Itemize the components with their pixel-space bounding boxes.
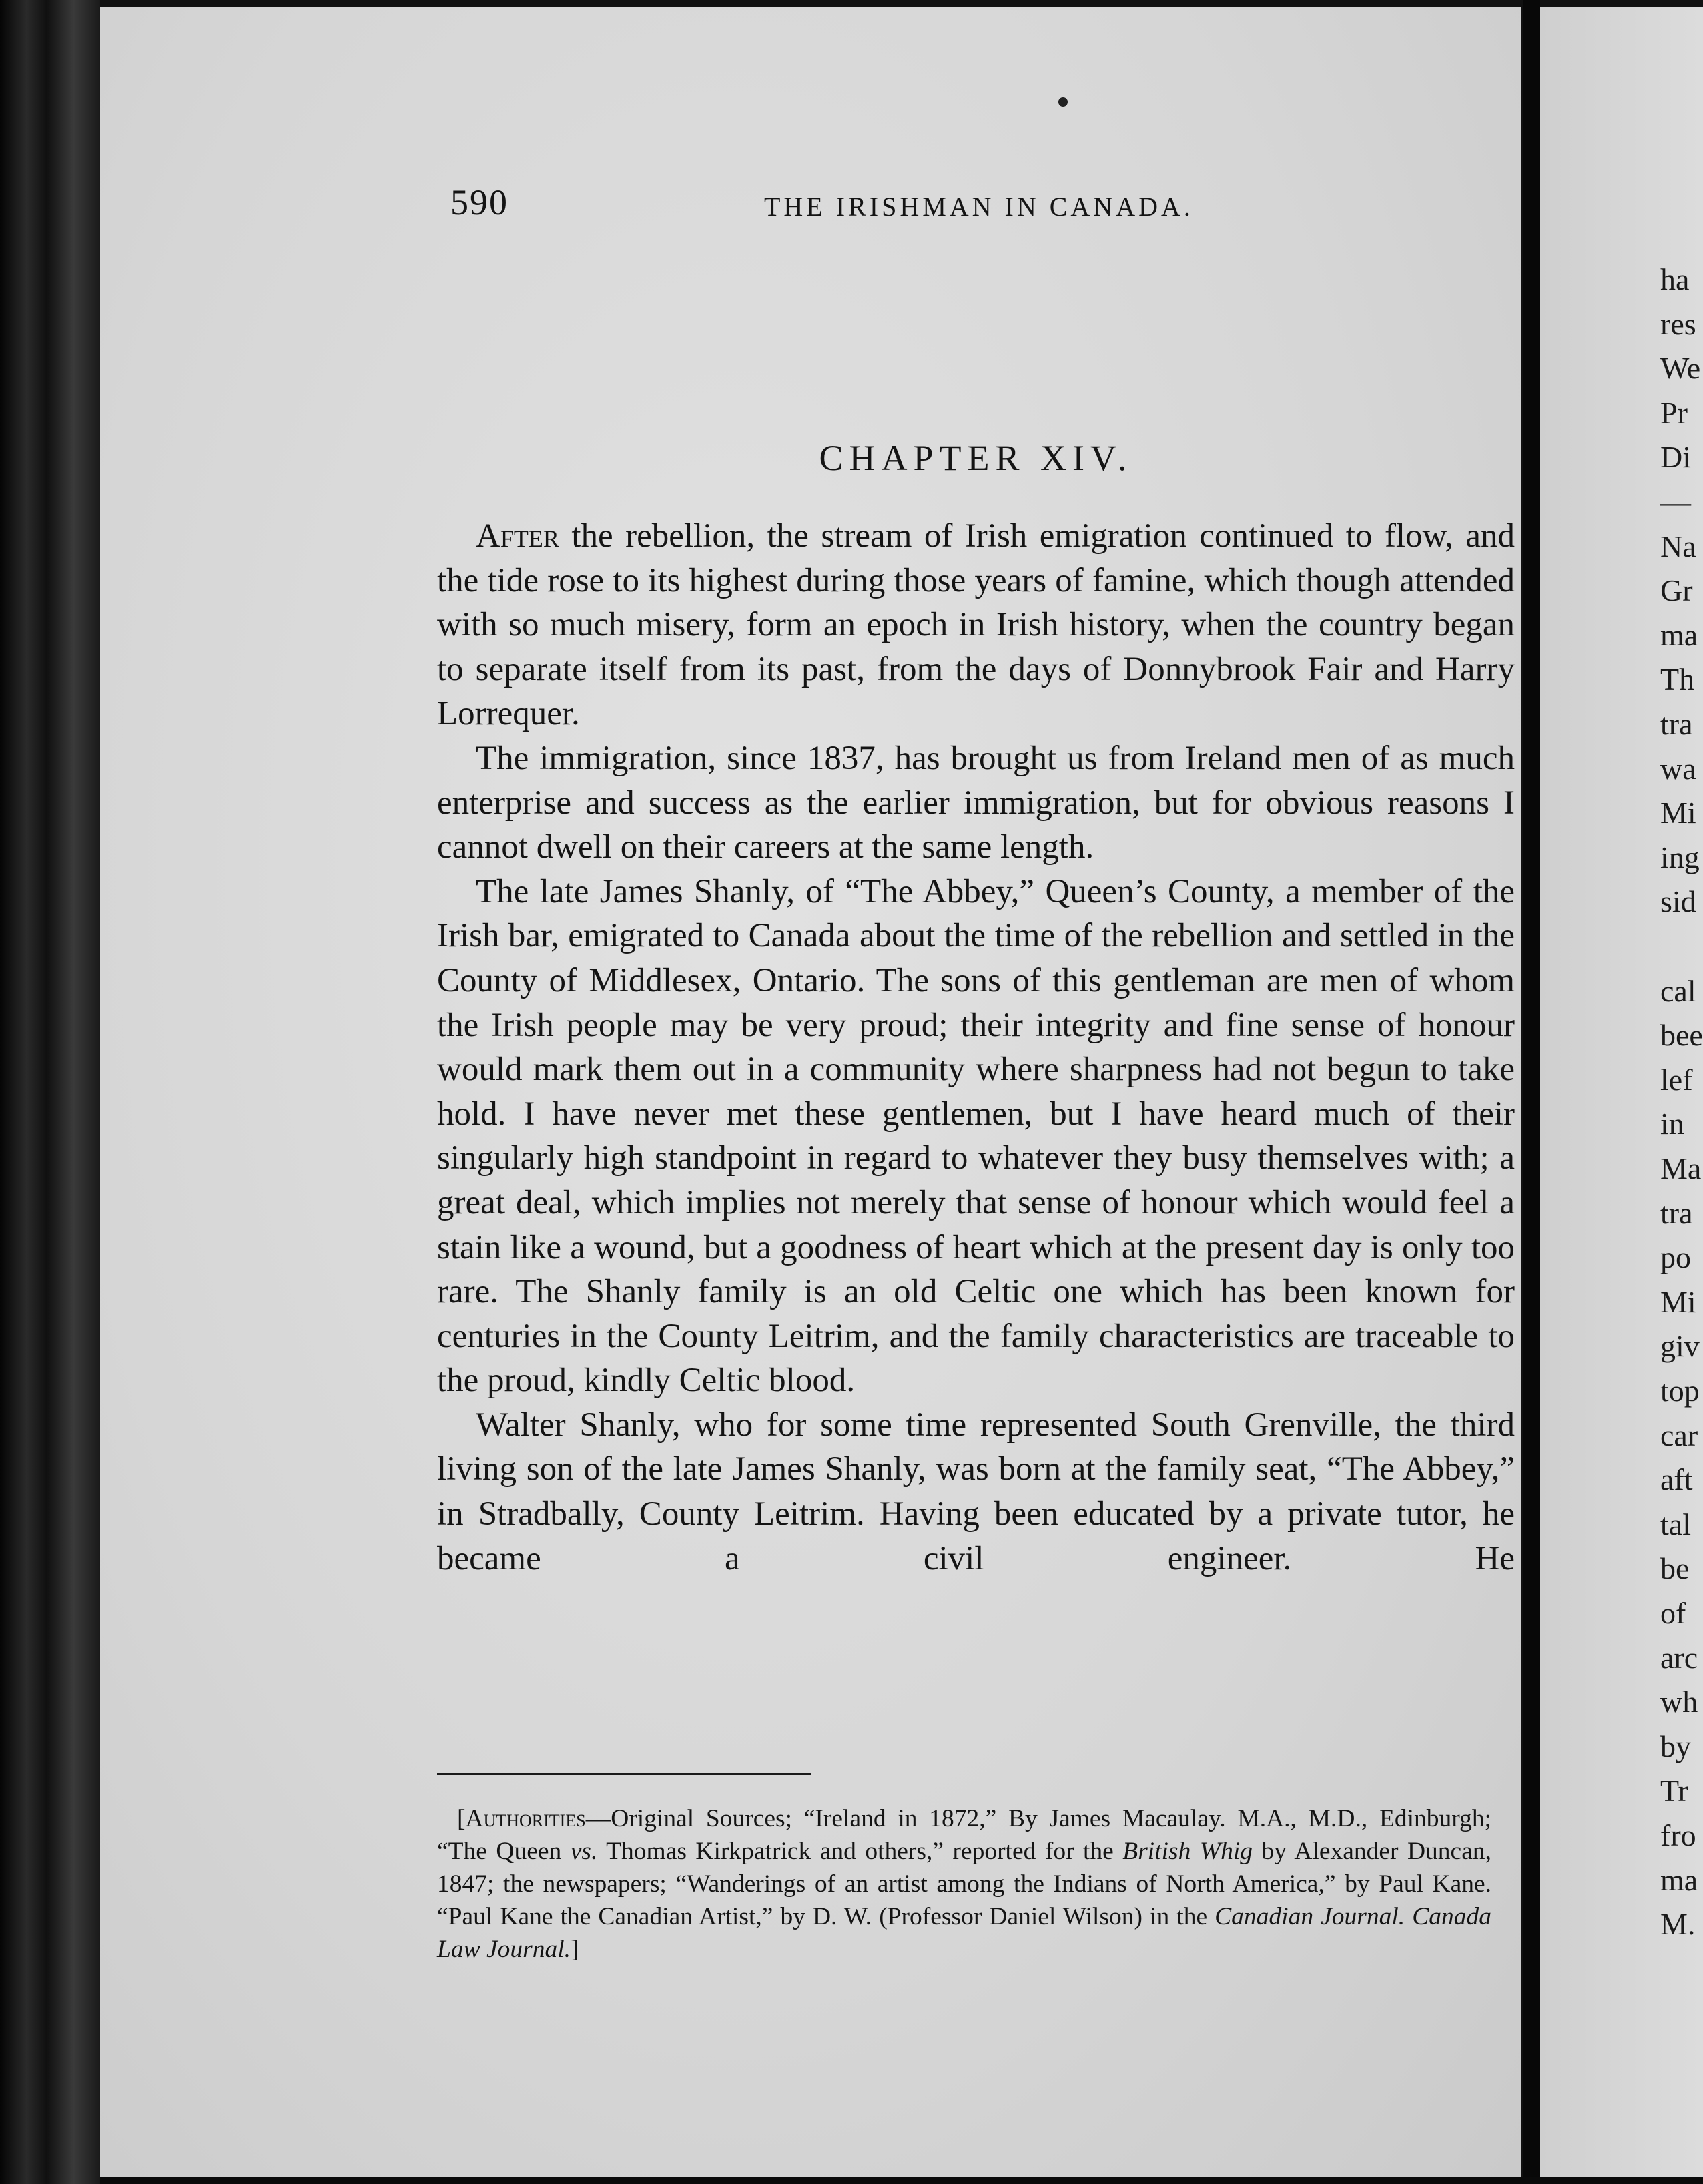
next-page-fragment: Mi	[1660, 796, 1696, 830]
paragraph-3	[437, 870, 1515, 1403]
next-page-fragment: M.	[1660, 1907, 1696, 1942]
paragraph-1	[437, 514, 1515, 736]
ink-speck	[1058, 97, 1068, 107]
next-page-fragment: ma	[1660, 617, 1698, 652]
next-page-fragment: car	[1660, 1418, 1698, 1452]
next-page-fragment: top	[1660, 1374, 1700, 1408]
next-page-fragment: ha	[1660, 262, 1690, 296]
running-title: THE IRISHMAN IN CANADA.	[764, 192, 1194, 222]
footnote-italic: Canada Law Journal.	[437, 1903, 1492, 1963]
next-page-fragment: fro	[1660, 1818, 1696, 1852]
next-page-fragment: giv	[1660, 1329, 1700, 1364]
page-gutter	[1523, 0, 1540, 2184]
running-head	[437, 182, 1515, 222]
next-page-fragment: tra	[1660, 1195, 1693, 1230]
paragraph-text: The late James Shanly, of “The Abbey,” Queen’s County, a member of the Irish bar, emigrated to Canada about the time of the rebellion and settled in the County of Middlesex, Ontario. The sons of this gentleman are men of whom the Irish people may be very proud; their integrity and fine sense of honour would mark them out in a community where sharpness had not begun to take hold. I have never met these gentlemen, but I have heard much of their singularly high standpoint in regard to whatever they busy themselves with; a great deal, which implies not merely that sense of honour which would feel a stain like a wound, but a goodness of heart which at the present day is only too rare. The Shanly family is an old Celtic one which has been known for centuries in the County Leitrim, and the family characteristics are traceable to the proud, kindly Celtic blood.	[437, 872, 1515, 1400]
next-page-fragment: by	[1660, 1729, 1691, 1763]
footnote-italic: Canadian Journal.	[1215, 1903, 1405, 1930]
next-page-fragment: ma	[1660, 1862, 1698, 1897]
footnote-rule	[437, 1773, 811, 1775]
next-page-fragment: tal	[1660, 1507, 1691, 1541]
footnote-text: by Alexander Duncan, 1847; the newspapers; “Wanderings of an artist among the Indians of North America,” by Paul Kane. “Paul Kane the Canadian Artist,” by D. W. (Professor Daniel Wilson) in the	[437, 1838, 1491, 1930]
next-page-fragment: We	[1660, 351, 1701, 386]
next-page-fragment: aft	[1660, 1462, 1693, 1497]
next-page-fragment: bee	[1660, 1018, 1703, 1053]
footnote-italic: British Whig	[1122, 1838, 1253, 1865]
next-page-fragment: Na	[1660, 529, 1696, 563]
next-page-fragment: res	[1660, 306, 1696, 341]
next-page-fragment: Pr	[1660, 395, 1688, 430]
next-page-fragment: Gr	[1660, 573, 1693, 608]
footnote-text: Thomas Kirkpatrick and others,” reported for the	[597, 1838, 1123, 1865]
footnote-open-bracket: [	[457, 1805, 466, 1832]
next-page-fragment: wa	[1660, 751, 1696, 786]
lead-word: After	[476, 517, 559, 555]
next-page-fragment: tra	[1660, 707, 1693, 741]
next-page-fragment: in	[1660, 1107, 1684, 1141]
next-page-fragment: arc	[1660, 1640, 1698, 1675]
footnote	[437, 1802, 1491, 1966]
next-page-fragment: lef	[1660, 1062, 1693, 1097]
paragraph-4	[437, 1403, 1515, 1581]
next-page-fragment: Th	[1660, 662, 1695, 697]
paragraph-text: the rebellion, the stream of Irish emigration continued to flow, and the tide rose to its highest during those years of famine, which though attended with so much misery, form an epoch in Irish history, when the country began to separate itself from its past, from the days of Donnybrook Fair and Harry Lorrequer.	[437, 517, 1515, 733]
footnote-text	[1405, 1903, 1412, 1930]
paragraph-2	[437, 736, 1515, 870]
next-page-edge	[1540, 7, 1703, 2177]
next-page-fragment: of	[1660, 1596, 1686, 1630]
next-page-fragment: ing	[1660, 840, 1700, 874]
page-number: 590	[450, 182, 508, 222]
next-page-fragment: —	[1660, 485, 1691, 519]
scan-bottom-edge	[100, 2177, 1703, 2184]
chapter-heading: CHAPTER XIV.	[819, 438, 1133, 478]
left-page	[100, 7, 1521, 2177]
footnote-label: Authorities	[465, 1805, 586, 1832]
next-page-fragment: sid	[1660, 884, 1696, 919]
next-page-fragment: wh	[1660, 1685, 1698, 1719]
paragraph-text: The immigration, since 1837, has brought us from Ireland men of as much enterprise and success as the earlier immigration, but for obvious reasons I cannot dwell on their careers at the same length.	[437, 739, 1515, 866]
next-page-fragment: Mi	[1660, 1284, 1696, 1319]
next-page-fragment: cal	[1660, 973, 1696, 1008]
next-page-fragment: Di	[1660, 440, 1691, 475]
paragraph-text: Walter Shanly, who for some time represented South Grenville, the third living son of the late James Shanly, was born at the family seat, “The Abbey,” in Stradbally, County Leitrim. Having been educated by a private tutor, he became a civil engineer. He	[437, 1406, 1515, 1577]
footnote-close-bracket: ]	[571, 1936, 579, 1963]
next-page-fragment: be	[1660, 1551, 1690, 1586]
next-page-fragment: po	[1660, 1240, 1691, 1275]
footnote-italic: vs.	[570, 1838, 598, 1865]
book-binding	[0, 0, 100, 2184]
next-page-fragment: Ma	[1660, 1151, 1702, 1185]
next-page-fragment: Tr	[1660, 1773, 1688, 1808]
body-text	[437, 514, 1515, 1581]
footnote-text: —Original Sources; “Ireland in 1872,” By James Macaulay. M.A., M.D., Edinburgh; “The Queen	[437, 1805, 1491, 1865]
